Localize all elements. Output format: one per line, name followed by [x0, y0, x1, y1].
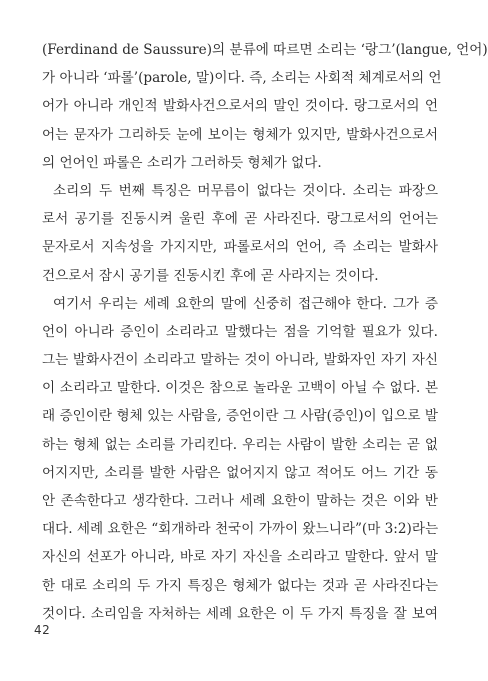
text-line — [42, 233, 438, 261]
text-line — [42, 290, 438, 318]
text-line — [42, 402, 438, 430]
text-line — [42, 431, 438, 459]
text-line-content: 대다. 세례 요한은 “회개하라 천국이 가까이 왔느니라”(마 3:2)라는 — [42, 521, 439, 538]
text-line — [42, 374, 438, 402]
text-line — [42, 92, 438, 120]
text-line-content: 자신의 선포가 아니라, 바로 자기 자신을 소리라고 말한다. 앞서 말 — [42, 549, 438, 566]
text-line — [42, 346, 438, 374]
text-line — [42, 262, 438, 290]
text-line — [42, 36, 488, 64]
text-line — [42, 600, 438, 628]
body-text — [42, 36, 488, 628]
text-line — [42, 177, 438, 205]
text-line-content: (Ferdinand de Saussure)의 분류에 따르면 소리는 ‘랑그’(langue, 언어) — [42, 42, 488, 58]
text-line — [42, 64, 442, 92]
text-line-content: 어가 아니라 개인적 발화사건으로서의 말인 것이다. 랑그로서의 언 — [42, 98, 438, 115]
text-line — [42, 543, 438, 571]
page-number: 42 — [34, 623, 51, 637]
text-line-content: 안 존속한다고 생각한다. 그러나 세례 요한이 말하는 것은 이와 반 — [42, 493, 438, 509]
text-line — [42, 515, 438, 543]
text-line-content: 로서 공기를 진동시켜 울린 후에 곧 사라진다. 랑그로서의 언어는 — [42, 211, 438, 228]
text-line-content: 언이 아니라 증인이 소리라고 말했다는 점을 기억할 필요가 있다. — [42, 323, 438, 340]
text-line-content: 것이다. 소리임을 자처하는 세례 요한은 이 두 가지 특징을 잘 보여 — [42, 605, 438, 622]
text-line-content: 어지지만, 소리를 발한 사람은 없어지지 않고 적어도 어느 기간 동 — [42, 464, 438, 481]
text-line-content: 하는 형체 없는 소리를 가리킨다. 우리는 사람이 발한 소리는 곧 없 — [42, 436, 438, 453]
text-line-content: 의 언어인 파롤은 소리가 그러하듯 형체가 없다. — [42, 154, 322, 171]
text-line — [42, 205, 438, 233]
text-line-content: 한 대로 소리의 두 가지 특징은 형체가 없다는 것과 곧 사라진다는 — [42, 577, 438, 594]
text-line-content: 어는 문자가 그리하듯 눈에 보이는 형체가 있지만, 발화사건으로서 — [42, 126, 438, 143]
text-line — [42, 149, 438, 177]
text-line — [42, 318, 438, 346]
text-line-content: 문자로서 지속성을 가지지만, 파롤로서의 언어, 즉 소리는 발화사 — [42, 239, 438, 256]
text-line-content: 그는 발화사건이 소리라고 말하는 것이 아니라, 발화자인 자기 자신 — [42, 352, 438, 369]
text-line — [42, 572, 438, 600]
text-line — [42, 459, 438, 487]
text-line-content: 이 소리라고 말한다. 이것은 참으로 놀라운 고백이 아닐 수 없다. 본 — [42, 380, 438, 397]
text-line-content: 가 아니라 ‘파롤’(parole, 말)이다. 즉, 소리는 사회적 체계로서의 언 — [42, 70, 442, 87]
text-line-content: 래 증인이란 형체 있는 사람을, 증언이란 그 사람(증인)이 입으로 발 — [42, 408, 438, 425]
text-line-content: 소리의 두 번째 특징은 머무름이 없다는 것이다. 소리는 파장으 — [53, 182, 438, 199]
text-line-content: 건으로서 잠시 공기를 진동시킨 후에 곧 사라지는 것이다. — [42, 267, 379, 284]
text-line-content: 여기서 우리는 세례 요한의 말에 신중히 접근해야 한다. 그가 증 — [53, 295, 438, 312]
text-line — [42, 487, 438, 515]
text-line — [42, 121, 438, 149]
